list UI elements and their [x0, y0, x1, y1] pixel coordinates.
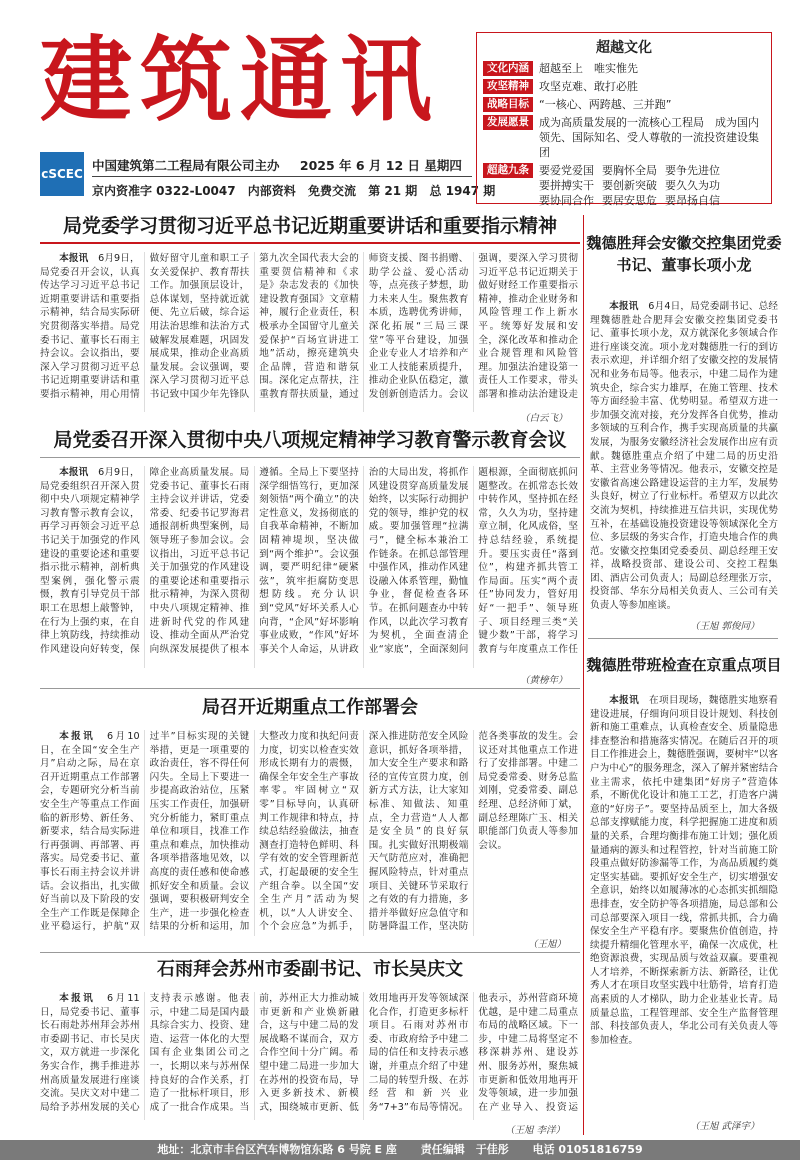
article-byline: （王旭 李洋） — [505, 1125, 566, 1136]
article-headline: 魏德胜带班检查在京重点项目 — [586, 656, 782, 674]
culture-tag: 战略目标 — [483, 97, 533, 112]
article-text: 6月9日，局党委组织召开深入贯彻中央八项规定精神学习教育警示教育会议，再学习再领会习近平总书记关于加强党的作风建设的重要论述和重要指示批示精神，剖析典型案例，强化警示震慑，教育引导党员干部职工在思想上敲警钟，在行为上强约束，在自律上筑防线，持续推动作风建设向好转变，保障企业高质量发展。局党委书记、董事长石雨主持会议并讲话，党委常委、纪委书记罗海君通报剖析典型案例，局领导班子参加会议。会议指出，习近平总书记关于加强党的作风建设的重要论述和重要指示批示精神，为深入贯彻中央八项规定精神、推进新时代党的作风建设、推动全面从严治党向纵深发展提供了根本遵循。全局上下要坚持深学细悟笃行，更加深刻领悟“两个确立”的决定性意义，发扬彻底的自我革命精神，不断加固精神堤坝，坚决做到“两个维护”。会议强调，要严明纪律“硬紧弦”，筑牢拒腐防变思想防线。充分认识到“党风”好坏关系人心向背，“企风”好坏影响事业成败，“作风”好坏事关个人命运，从讲政治的大局出发，将抓作风建设贯穿高质量发展始终，以实际行动拥护党的领导，维护党的权威。要加强管理“拉满弓”，健全标本兼治工作链条。在抓总部管理中强作风，推动作风建设融入体系管理，勤恤争业，督促检查各环节。在抓问题查办中转作风，以此次学习教育为契机，全面查清企业“家底”，全面深刻问题根源，全面彻底抓问题整改。在抓常态长效中转作风，坚持抓在经常，久久为功，坚持建章立制，化风成俗，坚持总结经验，系统提升。要压实责任“落到位”，构建齐抓共管工作局面。压实“两个责任”协同发力，管好用好“一把手”、领导班子、项目经理三类“关键少数”干部，将学习教育与年度重点工作任 — [40, 467, 578, 655]
article-headline: 局党委学习贯彻习近平总书记近期重要讲话和重要指示精神 — [40, 210, 580, 244]
principle: 要胸怀全局 — [602, 164, 657, 177]
footer-bar — [0, 1140, 800, 1160]
culture-tag: 发展愿景 — [483, 115, 533, 130]
issue-number: 第 21 期 — [368, 184, 418, 198]
culture-text: 超越至上 唯实惟先 — [539, 62, 638, 75]
issue-date: 2025 年 6 月 12 日 星期四 — [299, 158, 462, 173]
article-body — [40, 466, 578, 668]
article-headline: 局召开近期重点工作部署会 — [202, 697, 418, 718]
article-lead: 本报讯 — [609, 695, 640, 706]
article-body — [590, 694, 778, 1112]
culture-box — [476, 32, 772, 207]
footer-address: 地址：北京市丰台区汽车博物馆东路 6 号院 E 座 — [157, 1143, 397, 1156]
article-body — [40, 730, 578, 936]
section-divider — [40, 688, 580, 689]
article-lead: 本报讯 — [609, 301, 639, 312]
principle: 要争先进位 — [665, 164, 720, 177]
principle: 要居安思危 — [602, 194, 657, 207]
culture-tag: 超越九条 — [483, 163, 533, 178]
principle: 要久久为功 — [665, 179, 720, 192]
article-lead: 本报讯 — [59, 253, 89, 264]
culture-row-nine — [483, 163, 765, 208]
article-text: 6月4日，局党委副书记、总经理魏德胜赴合肥拜会安徽交控集团党委书记、董事长项小龙，双方就深化多领域合作进行座谈交流。项小龙对魏德胜一行的到访表示欢迎，并详细介绍了安徽交控的发展情况和业务布局等。他表示，中建二局作为建筑央企，综合实力雄厚，在施工管理、技术等方面经验丰富、优势明显。希望双方进一步加强交流对接，充分发挥各自优势，推动多领域的互利合作，携手实现高质量的共赢发展，为服务安徽经济社会发展作出应有贡献。魏德胜重点介绍了中建二局的历史沿革、主营业务等情况。他表示，安徽交控是安徽省高速公路建设运营的主力军，发展势头良好，树立了行业标杆。希望双方以此次交流为契机，持续推进互信共识，实现优势互补，在基础设施投资建设等领域深化全方位、多层级的务实合作，打造央地合作的典范。安徽交控集团党委委员、副总经理王安祥，战略投资部、建设公司、交控工程集团、酒店公司负责人；局副总经理张万宗，投资部、华东分局相关负责人、三公司有关负责人等参加座谈。 — [590, 301, 778, 612]
article-byline: （白云飞） — [520, 413, 568, 424]
article-body — [40, 992, 578, 1120]
culture-text: 成为高质量发展的一流核心工程局 成为国内领先、国际知名、受人尊敬的一流投资建设集团 — [539, 116, 759, 159]
organizer: 中国建筑第二工程局有限公司主办 — [92, 158, 280, 173]
registration-line — [92, 182, 496, 199]
culture-row — [483, 97, 765, 112]
footer-editor: 责任编辑 于佳彤 — [420, 1143, 509, 1156]
culture-tag: 攻坚精神 — [483, 79, 533, 94]
article-byline: （王旭） — [528, 939, 567, 950]
article-text: 6月11日，局党委书记、董事长石雨赴苏州拜会苏州市委副书记、市长吴庆文，双方就进一步深化务实合作，携手推进苏州高质量发展进行座谈交流。吴庆文对中建二局给予苏州发展的关心支持表示感谢。他表示，中建二局是国内最具综合实力、投资、建造、运营一体化的大型国有企业集团公司之一，长期以来与苏州保持良好的合作关系，打造了一批标杆项目，形成了一批合作成果。当前，苏州正大力推动城市更新和产业焕新融合，这与中建二局的发展战略不谋而合，双方合作空间十分广阔。希望中建二局进一步加大在苏州的投资布局，导入更多新技术、新模式，围绕城市更新、低效用地再开发等领域深化合作，打造更多标杆项目。石雨对苏州市委、市政府给予中建二局的信任和支持表示感谢，并重点介绍了中建二局的转型升级、在苏经营和新兴业务“7+3”布局等情况。他表示，苏州营商环境优越，是中建二局重点布局的战略区域。下一步，中建二局将坚定不移深耕苏州、建设苏州、服务苏州，聚焦城市更新和低效用地再开发等领域，进一步加强在产业导入、投资运 — [40, 993, 578, 1113]
footer-phone: 电话 01051816759 — [532, 1143, 643, 1156]
cscec-logo: cSCEC — [40, 152, 84, 196]
article-lead: 本报讯 — [59, 993, 96, 1004]
culture-title: 超越文化 — [596, 40, 652, 56]
masthead-rule — [92, 176, 472, 177]
article-body — [590, 300, 778, 612]
principle: 要协同合作 — [539, 194, 594, 207]
culture-tag: 文化内涵 — [483, 61, 533, 76]
culture-row — [483, 61, 765, 76]
principle: 要昂扬自信 — [665, 194, 720, 207]
article-headline: 石雨拜会苏州市委副书记、市长吴庆文 — [157, 959, 463, 980]
culture-text: 攻坚克难、敢打必胜 — [539, 80, 638, 93]
culture-row — [483, 115, 765, 160]
culture-row — [483, 79, 765, 94]
principle: 要爱党爱国 — [539, 164, 594, 177]
article-body — [40, 252, 578, 412]
article-byline: （王旭 郭俊同） — [690, 621, 760, 632]
article-headline: 局党委召开深入贯彻中央八项规定精神学习教育警示教育会议 — [40, 424, 580, 458]
section-divider — [40, 952, 580, 953]
section-divider — [588, 638, 778, 639]
article-byline: （王旭 武泽宇） — [690, 1121, 760, 1132]
article-text: 6月9日，局党委召开会议，认真传达学习习近平总书记近期重要讲话和重要指示精神，结合局实际研究贯彻落实举措。局党委书记、董事长石雨主持会议。会议指出，要深入学习贯彻习近平总书记近期重要讲话和重要指示精神，用心用情做好留守儿童和职工子女关爱保护、教育帮扶工作。加强顶层设计，总体谋划，坚持就近就便、先立后破，综合运用法治思维和法治方式破解发展难题，巩固发展成果，推动企业高质量发展。会议强调，要深入学习贯彻习近平总书记致中国少年先锋队第九次全国代表大会的重要贺信精神和《求是》杂志发表的《加快建设教育强国》文章精神，履行企业责任，积极承办全国留守儿童关爱保护“百场宣讲进工地”活动，擦亮建筑央企品牌，营造和谐氛围。深化定点帮扶，注重教育帮扶质量，通过师资支援、图书捐赠、助学公益、爱心活动等，点亮孩子梦想，助力未来人生。聚焦教育本质，选聘优秀讲师，深化拓展“三局三课堂”等平台建设，加强企业专业人才培养和产业工人技能素质提升，推动企业队伍稳定，激发创新创造活力。会议强调，要深入学习贯彻习近平总书记近期关于做好财经工作重要指示精神，推动企业财务和风险管理工作上新水平。统筹好发展和安全，深化改革和推动企业合规管理和风险管理。加强法治建设第一责任人工作要求，带头部署和推动法治建设走 — [40, 253, 578, 400]
article-text: 6月10日，在全国“安全生产月”启动之际，局在京召开近期重点工作部署会，专题研究分析当前安全生产等重点工作面临的新形势、新任务、新要求，结合局实际进行再强调、再部署、再落实。局党委书记、董事长石雨主持会议并讲话。会议指出，扎实做好当前以及下阶段的安全生产工作既是保障企业平稳运行，护航“双过半”目标实现的关键举措，更是一项重要的政治责任，容不得任何闪失。全局上下要进一步提高政治站位，压紧压实工作责任，加强研究分析能力，紧盯重点单位和项目，找准工作重点和难点，加快推动各项举措落地见效，以高度的责任感和使命感抓好安全和质量。会议强调，要积极研判安全生产，进一步强化检查结果的分析和运用，加大整改力度和执纪问责力度，切实以检查实效形成长期有力的震慑，确保全年安全生产事故率零。牢固树立“双零”目标导向，认真研判工作规律和特点，持续总结经验做法，抽查测查打造特色鲜明、科学有效的安全管理新范式，打起最硬的安全生产组合拳。以全国“安全生产月”活动为契机，以“人人讲安全、个个会应急”为抓手，深入推进防范安全风险意识，抓好各项举措，加大安全生产要求和路径的宣传宣贯力度，创新方式方法，让大家知标准、知做法、知重点，全力营造“人人都是安全员”的良好氛围。扎实做好汛期极端天气防范应对，准确把握风险特点，针对重点项目、关键环节采取行之有效的有力措施，多措并举做好应急值守和防暑降温工作，坚决防范各类事故的发生。会议还对其他重点工作进行了安排部署。中建二局党委常委、财务总监刘刚，党委常委、副总经理、总经济师丁斌，副总经理陈广玉、相关职能部门负责人等参加会议。 — [40, 731, 578, 933]
principle: 要创新突破 — [602, 179, 657, 192]
article-byline: （黄榜年） — [520, 675, 568, 686]
article-text: 在项目现场，魏德胜实地察看建设进展，仔细询问项目设计规划、科技创新和施工重难点，认真检查安全、质量隐患排查整治和措施落实情况。在随后召开的项目工作推进会上，魏德胜强调，要树牢“以客户为中心”的服务理念，深入了解并紧密结合业主需求，依托中建集团“好房子”营造体系，不断优化设计和施工工艺，打造客户满意的“好房子”。要坚持品质至上，加大各级总部支撑赋能力度，科学把握施工进度和质量的关系，合理均衡排布施工计划；强化质量通病的源头和过程管控，针对当前施工阶段重点做好防渗漏等工作，为高品质履约奠定坚实基础。要抓好安全生产，切实增强安全意识，始终以如履薄冰的心态抓实抓细隐患排查，安全防护等各项措施，局总部和公司总部要深入项目一线，常抓共抓，合力确保安全生产平稳有序。要聚焦价值创造，持续提升精细化管理水平，确保一次成优，杜绝资源浪费，实现品质与效益双赢。要重视人才培养，不断探索新方法、新路径，让优秀人才在项目攻坚实践中壮筋骨，培育打造高素质的人才梯队，助力企业基业长青。局质量总监，工程管理部、安全生产监督管理部、科技部负责人，华北公司有关负责人等参加检查。 — [590, 695, 778, 1046]
masthead-info-line — [92, 156, 472, 174]
nine-principles — [539, 163, 765, 208]
principle: 要拼搏实干 — [539, 179, 594, 192]
article-headline: 魏德胜拜会安徽交控集团党委书记、董事长项小龙 — [586, 234, 782, 274]
total-issue: 总 1947 期 — [429, 184, 496, 198]
article-lead: 本报讯 — [59, 731, 96, 742]
culture-text: “一核心、两跨越、三并跑” — [539, 98, 672, 111]
column-divider — [583, 215, 584, 1135]
free-label: 免费交流 — [308, 184, 357, 198]
internal-label: 内部资料 — [247, 184, 296, 198]
masthead-title: 建筑通讯 — [40, 26, 441, 134]
article-lead: 本报讯 — [59, 467, 89, 478]
registration-number: 京内资准字 0322-L0047 — [92, 184, 236, 198]
